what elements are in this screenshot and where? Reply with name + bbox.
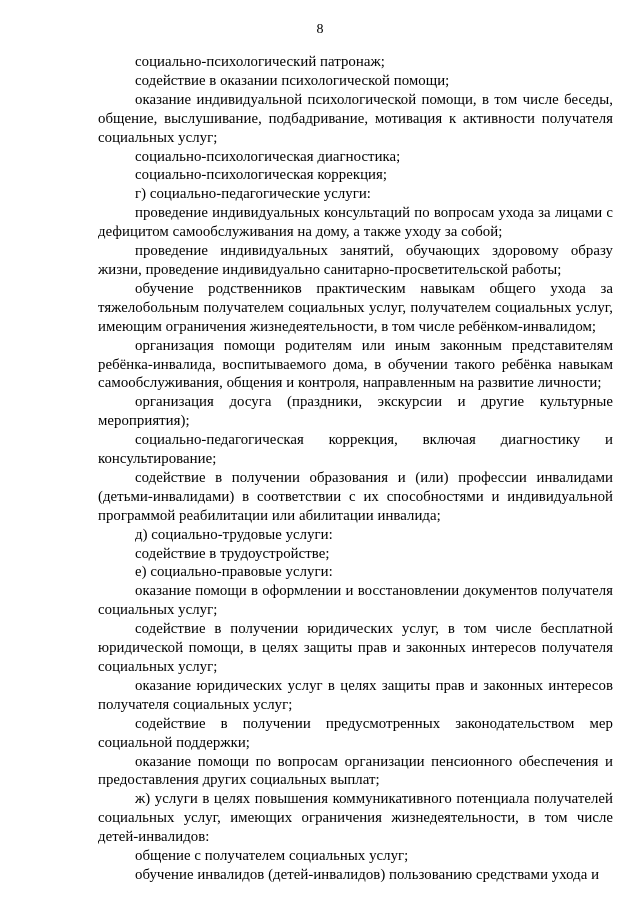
paragraph: обучение инвалидов (детей-инвалидов) пользованию средствами ухода и	[135, 866, 600, 883]
paragraph: проведение индивидуальных консультаций по вопросам ухода за лицами с дефицитом самообслуживания на дому, а также уходу за собой;	[98, 205, 613, 241]
paragraph: социально-психологический патронаж;	[135, 54, 385, 70]
section-heading-g: г) социально-педагогические услуги:	[135, 186, 371, 203]
paragraph: социально-психологическая диагностика;	[135, 148, 401, 165]
paragraph: содействие в оказании психологической помощи;	[135, 72, 450, 89]
paragraph: оказание индивидуальной психологической помощи, в том числе беседы, общение, выслушивание, подбадривание, мотивация к активности получателя социальных услуг;	[98, 91, 613, 146]
section-heading-d: д) социально-трудовые услуги:	[135, 526, 333, 543]
section-heading-zh: ж) услуги в целях повышения коммуникативного потенциала получателей социальных услуг, имеющих ограничения жизнедеятельности, в том числе детей-инвалидов:	[98, 791, 613, 846]
paragraph: содействие в получении образования и (или) профессии инвалидами (детьми-инвалидами) в соответствии с их способностями и индивидуальной программой реабилитации или абилитации инвалида;	[98, 469, 613, 524]
page-number: 8	[316, 22, 324, 37]
paragraph: общение с получателем социальных услуг;	[135, 848, 409, 865]
paragraph: содействие в трудоустройстве;	[135, 545, 330, 562]
paragraph: организация досуга (праздники, экскурсии и другие культурные мероприятия);	[98, 394, 613, 430]
paragraph: проведение индивидуальных занятий, обучающих здоровому образу жизни, проведение индивидуально санитарно-просветительской работы;	[98, 243, 613, 278]
paragraph: содействие в получении предусмотренных законодательством мер социальной поддержки;	[98, 715, 613, 751]
paragraph: оказание помощи по вопросам организации пенсионного обеспечения и предоставления других социальных выплат;	[98, 753, 613, 789]
section-heading-e: е) социально-правовые услуги:	[135, 564, 333, 581]
document-body	[98, 53, 613, 885]
paragraph: содействие в получении юридических услуг, в том числе бесплатной юридической помощи, в целях защиты прав и законных интересов получателя социальных услуг;	[98, 621, 613, 675]
paragraph: социально-психологическая коррекция;	[135, 167, 388, 184]
paragraph: оказание помощи в оформлении и восстановлении документов получателя социальных услуг;	[98, 583, 613, 619]
paragraph: обучение родственников практическим навыкам общего ухода за тяжелобольным получателем социальных услуг, получателем социальных услуг, имеющим ограничения жизнедеятельности, в том числе ребёнком-инвалидом;	[98, 280, 613, 335]
paragraph: организация помощи родителям или иным законным представителям ребёнка-инвалида, воспитываемого дома, в обучении такого ребёнка навыкам самообслуживания, общения и контроля, направленным на развитие личности;	[98, 337, 613, 392]
paragraph: социально-педагогическая коррекция, включая диагностику и консультирование;	[98, 432, 613, 468]
paragraph: оказание юридических услуг в целях защиты прав и законных интересов получателя социальных услуг;	[98, 677, 613, 713]
